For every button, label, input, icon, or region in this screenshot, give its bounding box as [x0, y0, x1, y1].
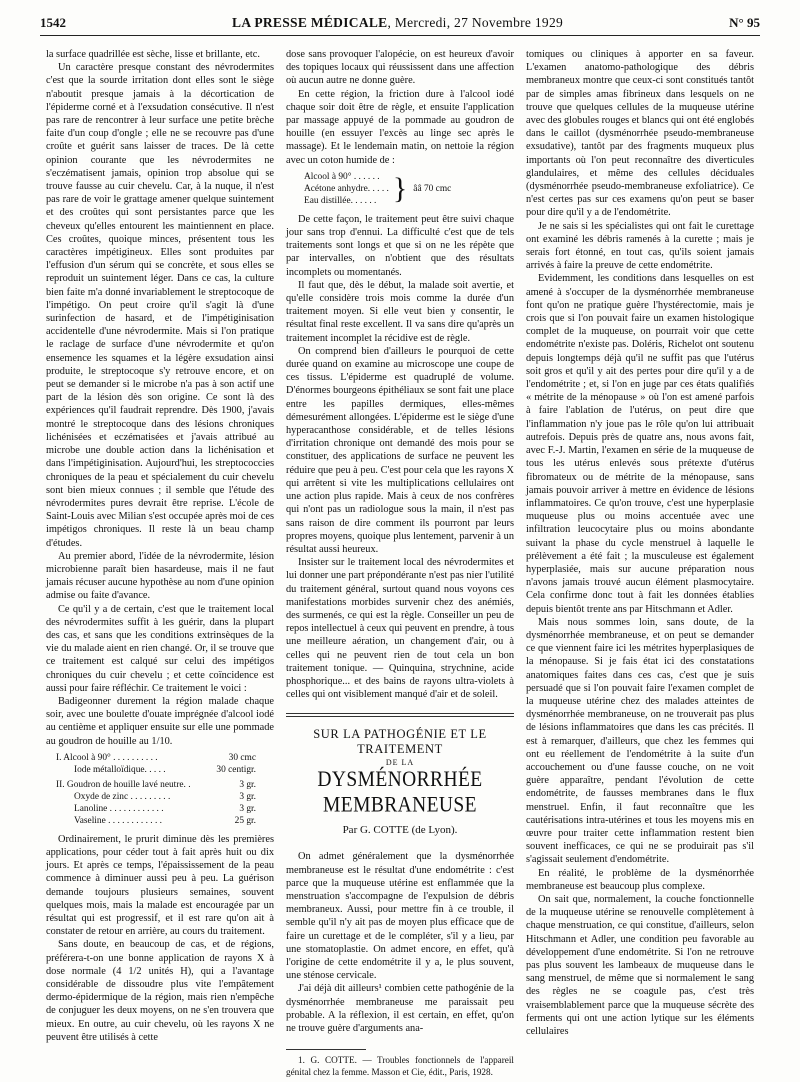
paragraph: On comprend bien d'ailleurs le pourquoi de cette durée quand on examine au microscope une coupe de ces tissus. L'épiderme est quadruplé de volume. D'énormes bourgeons épithéliaux se sont fait une place entre les papilles dermiques, elles-mêmes démesurément allongées. L'épiderme est le siège d'une hyperacanthose considérable, et de telles lésions d'irritation chronique ont demandé des mois pour se constituer, des applications de surface ne peuvent les réduire que peu à peu. C'est pour cela que les rayons X qui arrêtent si vite les multiplications cellulaires ont une action plus rapide. Mais à ceux de nos confrères qui n'ont pas un radiologue sous la main, il n'est pas sans raison de dire comment ils pourront par leurs propres moyens, quoique plus lentement, parvenir à un résultat aussi heureux. — [286, 345, 514, 555]
paragraph: Insister sur le traitement local des névrodermites et lui donner une part prépondérante n'est pas nier l'utilité du traitement général, surtout quand nous voyons ces manifestations morbides survenir chez des anémiés, des surmenés, ce qui est la règle. Conseiller un peu de repos intellectuel à ceux qui peuvent en prendre, à tous une meilleure aération, un changement d'air, ou à celles qui ne peuvent rien de tout cela un bon traitement tonique. — Quinquina, strychnine, acide phosphorique... et des bains de rayons ultra-violets à celles qui ont visiblement manqué d'air et de soleil. — [286, 557, 514, 701]
paragraph: Un caractère presque constant des névrodermites c'est que la sourde irritation dont elles sont le siège n'aboutit presque jamais à la décortication de l'épiderme corné et à l'exsudation consécutive. Il n'est pas rare de rencontrer à leur surface une petite brèche faite d'un coup d'ongle ; elle ne se recouvre pas d'une croûte et guérit sans laisser de traces. De là cette opinion courante que les névrodermites ne s'eczématisent jamais, opinion trop absolue qui se trouve fausse au cuir chevelu. Car, à la nuque, il n'est pas rare de voir le grattage amener quelque suintement et des croûtes qui sont persistantes parce que les cheveux qu'elles entourent les maintiennent en place. Ces croûtes, quoique minces, présentent tous les caractères impétigineux. Elles sont produites par l'effusion d'un sérum qui se concrète, et sous elles se reproduit un suintement léger. Dans ce cas, la culture bien faite m'a donné invariablement le streptocoque de l'impétigo. On peut croire qu'il s'agit là d'une surinfection de hasard, et de l'impétiginisation accidentelle d'une névrodermite. Mais si l'on pratique le raclage de surface d'une névrodermite et qu'on ensemence les squames et la légère exsudation ainsi produite, le streptocoque s'y retrouve encore, et on peut se demander si le microbe n'a pas à son actif une part de la lésion dès son origine. Ce sont là des expériences qu'il faudrait reprendre. Dès 1900, j'avais montré le streptocoque dans des lésions chroniques lichénisées et eczématisées et j'avais attribué au microbe une double action dans la lichénisation et dans l'impétiginisation. Aujourd'hui, les streptococcies chroniques de la peau et spécialement du cuir chevelu sont bien mieux connues ; il semble que l'étude des névrodermites pures devrait être reprise. L'école de Saint-Louis avec Milian s'est occupée après moi de ces impétigos chroniques. Il reste là un beau champ d'études. — [46, 62, 274, 549]
article-title-connector: DE LA — [385, 758, 415, 768]
journal-title: LA PRESSE MÉDICALE, Mercredi, 27 Novembre 1929 — [232, 15, 564, 30]
paragraph: On admet généralement que la dysménorrhée membraneuse est le résultat d'une endométrite : c'est parce que la muqueuse utérine est enflammée que la menstruation s'accompagne de l'expulsion de débris membraneux. Aussi, pour mettre fin à ce trouble, il semble qu'il n'y ait pas de moyen plus efficace que de faire un curettage et de le compléter, s'il y a lieu, par une stomatoplastie. On admet encore, en effet, qu'à l'origine de cette endométrite il y a, le plus souvent, une sténose cervicale. — [286, 851, 514, 982]
issue-number: N° 95 — [729, 15, 760, 30]
paragraph: J'ai déjà dit ailleurs¹ combien cette pathogénie de la dysménorrhée membraneuse me paraissait peu probable. A la réflexion, il est certain, en effet, qu'on ne trouve guère d'arguments ana- — [286, 983, 514, 1034]
paragraph: Ordinairement, le prurit diminue dès les premières applications, pour céder tout à fait après huit ou dix jours. Et après ce temps, l'épaississement de la peau commence à diminuer aussi peu à peu. La guérison demande toujours plusieurs semaines, souvent quelques mois, mais la malade est encouragée par un résultat qui est progressif, et il est rare qu'on ait à constater de retour en arrière, au cours du traitement. — [46, 833, 274, 938]
column-1 — [46, 48, 274, 1044]
cleaning-formula: Alcool à 90° . . . . . . Acétone anhydre. . . . . Eau distillée. . . . . . } ââ 70 cmc — [304, 171, 452, 206]
paragraph: De cette façon, le traitement peut être suivi chaque jour sans trop d'ennui. La difficulté c'est que de tels traitements sont longs et que si on ne les répète que par intervalles, on n'obtient que des résultats incomplets ou momentanés. — [286, 213, 514, 278]
section-divider — [286, 713, 514, 717]
prescription-formula: I. Alcool à 90° . . . . . . . . . . 30 cmc Iode métalloïdique. . . . . 30 centigr. II. Goudron de houille lavé neutre. . 3 gr. Oxyde de zinc . . . . . . . . . 3 gr. Lanoline . . . . . . . . . . . . 3 gr. Vaseline . . . . . . . . . . . . 25 gr. — [56, 752, 256, 826]
paragraph: la surface quadrillée est sèche, lisse et brillante, etc. — [46, 49, 260, 60]
paragraph: Sans doute, en beaucoup de cas, et de régions, préférera-t-on une bonne application de rayons X à dose normale (4 1/2 unités H), qui a l'avantage considérable de dissoudre plus vite l'empâtement dermo-épidermique de la région, mais rien n'empêche de conjuguer les deux moyens, on ne s'en trouvera que mieux. En outre, au cuir chevelu, où les rayons X ne peuvent être utilisés à cette — [46, 939, 274, 1043]
paragraph: On sait que, normalement, la couche fonctionnelle de la muqueuse utérine se renouvelle complètement à chaque menstruation, ce qui constitue, d'ailleurs, selon Hitschmann et Adler, une condition peu favorable au développement d'une endométrite. Si l'on ne retrouve pas plus souvent les lambeaux de muqueuse dans le sang menstruel, de même que si normalement le sang des règles ne se coagule pas, c'est très vraisemblablement parce que la muqueuse sécrète des ferments qui ont une action lytique sur les éléments cellulaires — [526, 894, 754, 1038]
brace-glyph: } — [392, 171, 408, 205]
page-number: 1542 — [40, 15, 66, 30]
article-author: Par G. COTTE (de Lyon). — [342, 824, 458, 837]
paragraph: Au premier abord, l'idée de la névrodermite, lésion microbienne paraît bien hasardeuse, mais il ne faut jamais récuser aucune hypothèse au nom d'une opinion admise ou faite d'avance. — [46, 550, 274, 602]
paragraph: tomiques ou cliniques à apporter en sa faveur. L'examen anatomo-pathologique des débris membraneux montre que ceux-ci sont constitués tantôt par de simples amas fibrineux dans lesquels on ne trouve que quelques cellules de la muqueuse utérine avec des globules rouges et blancs qui ont été englobés dans le caillot (dysménorrhée pseudo-membraneuse exsudative), tantôt par des fragments muqueux plus importants où l'on peut reconnaître des diverticules glandulaires, et même des cellules déciduales (dysménorrhée pseudo-membraneuse exfoliatrice). Ce n'est certes pas sur ces examens qu'on peut se baser pour dire qu'il y a de l'endométrite. — [526, 49, 754, 219]
paragraph: Evidemment, les conditions dans lesquelles on est amené à s'occuper de la dysménorrhée membraneuse font qu'on ne pratique guère l'hystérectomie, mais je crois que si l'on pouvait faire un examen histologique complet de la muqueuse, on pourrait voir que cette endométrite n'existe pas. Doléris, Richelot ont soutenu depuis longtemps déjà qu'il ne suffit pas que l'utérus soit gros et qu'il y ait des pertes pour dire qu'il y a de l'endométrite ; et, si l'on en juge par ces états qualifiés « métrite de la ménopause » où l'on est amené parfois à faire l'ablation de l'utérus, on peut dire que l'inflammation n'y joue pas le rôle qu'on lui attribuait autrefois. Depuis près de quatre ans, nous avons fait, avec F.-J. Martin, l'examen en série de la muqueuse de tous les utérus enlevés sous prétexte d'utérus fibromateux ou de métrite de la ménopause, sans jamais pouvoir arriver à mettre en évidence de lésions inflammatoires. Ce qu'on trouve, c'est une hyperplasie muqueuse plus ou moins accentuée avec une infiltration leucocytaire plus ou moins abondante suivant la phase du cycle menstruel à laquelle le prélèvement a été fait ; la musculeuse est également hyperplasiée, mais sur aucune préparation nous n'avons jamais trouvé aucun élément plasmocytaire. Cela confirme donc tout à fait les données établies depuis bientôt trente ans par Hitschmann et Adler. — [526, 273, 754, 615]
page-header — [40, 10, 760, 36]
article-title: SUR LA PATHOGÉNIE ET LE TRAITEMENT — [313, 727, 487, 757]
paragraph: dose sans provoquer l'alopécie, on est heureux d'avoir des topiques locaux qui réussissent dans une affection où aucun autre ne donne guère. — [286, 49, 514, 87]
footnote: 1. G. COTTE. — Troubles fonctionnels de l'appareil génital chez la femme. Masson et Cie, édit., Paris, 1928. — [286, 1055, 514, 1078]
paragraph: Badigeonner durement la région malade chaque soir, avec une boulette d'ouate imprégnée d'alcool iodé au centième et appliquer ensuite sur elle une pommade au goudron de houille au 1/10. — [46, 695, 274, 747]
paragraph: En réalité, le problème de la dysménorrhée membraneuse est beaucoup plus complexe. — [526, 867, 754, 892]
paragraph: Je ne sais si les spécialistes qui ont fait le curettage ont examiné les débris ramenés à la curette ; mais je serais fort étonné, en tout cas, qu'ils soient jamais arrivés à faire la preuve de cette endométrite. — [526, 220, 754, 272]
footnote-divider — [286, 1049, 366, 1050]
paragraph: Mais nous sommes loin, sans doute, de la dysménorrhée membraneuse, et on peut se demander ce que viennent faire ici les métrites hyperplasiques de la ménopause. Si je fais état ici des constatations anatomiques faites dans ces cas, c'est que je suis persuadé que si l'on pouvait faire l'examen complet de la muqueuse utérine chez des malades atteintes de dysménorrhée membraneuse, on ne trouverait pas plus de lésions inflammatoires que dans les cas précités. Il est à remarquer, d'ailleurs, que chez les femmes qui ont eu réellement de l'endométrite à la suite d'un accouchement ou d'une fausse couche, on ne voit guère apparaître, pendant l'évolution de cette endométrite, de fausses membranes dans le flux menstruel. Enfin, il faut reconnaître que les cautérisations intra-utérines et tous les moyens mis en œuvre pour traiter cette inflammation restent bien souvent inefficaces, ce qui ne se produirait pas s'il s'agissait seulement d'endométrite. — [526, 616, 754, 866]
paragraph: Ce qu'il y a de certain, c'est que le traitement local des névrodermites suffit à les guérir, dans la plupart des cas, et sans que les conditions extrinsèques de la vie du malade aient en rien changé. Or, il se trouve que ce traitement est calqué sur celui des impétigos chroniques du cuir chevelu ; et cette coïncidence est aussi pour faire réfléchir. Ce traitement le voici : — [46, 603, 274, 694]
issue-date: , Mercredi, 27 Novembre 1929 — [387, 15, 564, 30]
paragraph: En cette région, la friction dure à l'alcool iodé chaque soir doit être de règle, et ensuite l'application par massage appuyé de la pommade au goudron de houille (en essuyer l'excès au linge sec après le massage). Et le lendemain matin, on nettoie la région avec un coton humide de : — [286, 88, 514, 166]
paragraph: Il faut que, dès le début, la malade soit avertie, et qu'elle considère trois mois comme la durée d'un traitement moyen. Si elle veut bien y consentir, le résultat final reste excellent. Il va sans dire qu'après un traitement incomplet la récidive est de règle. — [286, 279, 514, 344]
column-2 — [286, 48, 514, 1078]
article-main-title: DYSMÉNORRHÉE MEMBRANEUSE — [317, 768, 483, 818]
column-3 — [526, 48, 754, 1038]
